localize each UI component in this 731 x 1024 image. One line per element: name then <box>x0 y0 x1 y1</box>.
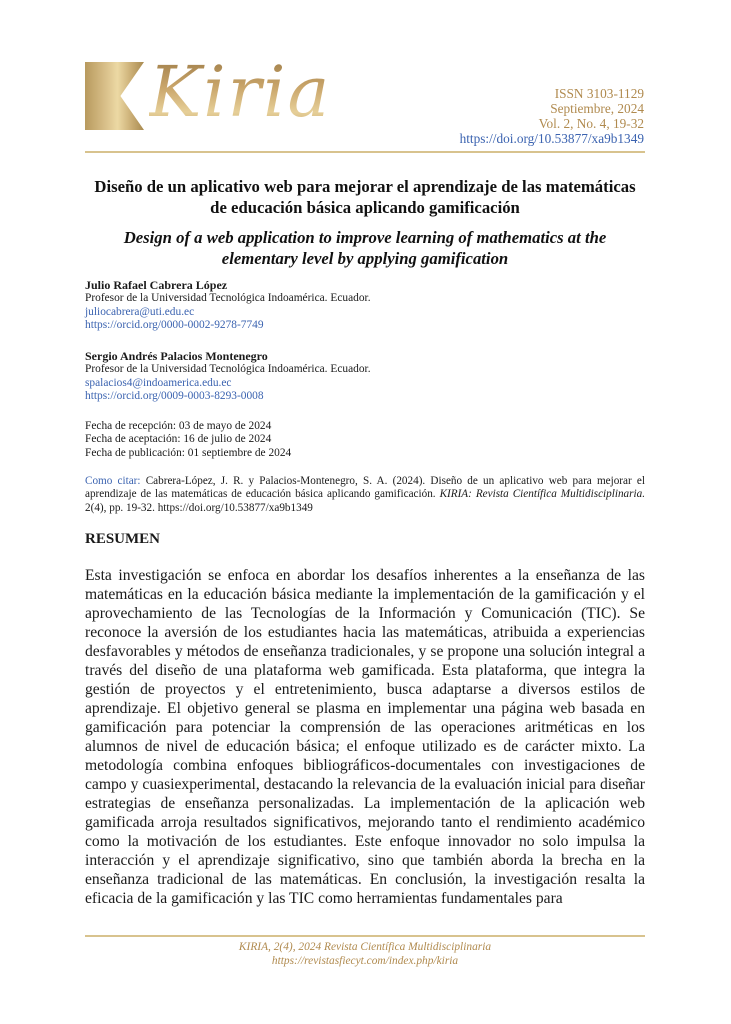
author-orcid[interactable]: https://orcid.org/0009-0003-8293-0008 <box>85 390 264 403</box>
date-published: Fecha de publicación: 01 septiembre de 2024 <box>85 446 292 459</box>
author-block <box>85 279 505 333</box>
author-name: Julio Rafael Cabrera López <box>85 278 228 292</box>
author-name: Sergio Andrés Palacios Montenegro <box>85 349 268 363</box>
author-orcid[interactable]: https://orcid.org/0000-0002-9278-7749 <box>85 319 264 332</box>
article-dates <box>85 420 291 460</box>
issn: ISSN 3103-1129 <box>554 86 644 101</box>
footer-url[interactable]: https://revistasfiecyt.com/index.php/kiria <box>271 955 459 967</box>
header-divider <box>85 151 645 153</box>
author-email[interactable]: spalacios4@indoamerica.edu.ec <box>85 376 232 389</box>
footer-journal: KIRIA, 2(4), 2024 Revista Científica Multidisciplinaria <box>238 941 492 953</box>
date-received: Fecha de recepción: 03 de mayo de 2024 <box>85 420 272 432</box>
article-title-english: Design of a web application to improve learning of mathematics at the elementary level by applying gamification <box>123 228 607 268</box>
citation-text: Cabrera-López, J. R. y Palacios-Montenegro, S. A. (2024). Diseño de un aplicativo web para mejorar el aprendizaje de las matemáticas de educación básica aplicando gamificación. <box>85 475 645 501</box>
page-footer <box>85 940 645 968</box>
date-accepted: Fecha de aceptación: 16 de julio de 2024 <box>85 433 272 446</box>
journal-meta <box>460 86 644 146</box>
citation-doi: 2(4), pp. 19-32. https://doi.org/10.53877/xa9b1349 <box>85 501 313 514</box>
volume-info: Vol. 2, No. 4, 19-32 <box>538 116 644 131</box>
doi-link[interactable]: https://doi.org/10.53877/xa9b1349 <box>459 131 644 146</box>
author-affiliation: Profesor de la Universidad Tecnológica Indoamérica. Ecuador. <box>85 292 371 305</box>
citation-journal: KIRIA: Revista Científica Multidisciplinaria. <box>439 488 645 501</box>
logo-flag-icon <box>85 62 144 130</box>
logo-wordmark: Kiria <box>149 42 331 142</box>
article-title: Diseño de un aplicativo web para mejorar el aprendizaje de las matemáticas de educación básica aplicando gamificación <box>94 177 636 217</box>
author-block <box>85 350 505 404</box>
issue-date: Septiembre, 2024 <box>550 101 644 116</box>
citation <box>85 475 645 515</box>
author-affiliation: Profesor de la Universidad Tecnológica Indoamérica. Ecuador. <box>85 363 371 376</box>
abstract-heading: RESUMEN <box>85 531 161 547</box>
footer-divider <box>85 935 645 937</box>
author-email[interactable]: juliocabrera@uti.edu.ec <box>85 305 195 318</box>
abstract-text: Esta investigación se enfoca en abordar los desafíos inherentes a la enseñanza de las matemáticas en la educación básica mediante la implementación de la gamificación y el aprovechamiento de las Tecnologías de la Información y Comunicación (TIC). Se reconoce la aversión de los estudiantes hacia las matemáticas, atribuida a experiencias desfavorables y métodos de enseñanza tradicionales, y se propone una solución integral a través del diseño de una plataforma web gamificada. Esta plataforma, que integra la gestión de proyectos y el entretenimiento, busca adaptarse a diversos estilos de aprendizaje. El objetivo general se plasma en implementar una página web basada en gamificación para potenciar la comprensión de las operaciones aritméticas en los alumnos de nivel de educación básica; el enfoque utilizado es de carácter mixto. La metodología combina enfoques bibliográficos-documentales con investigaciones de campo y cuasiexperimental, destacando la relevancia de la evaluación inicial para diseñar estrategias de enseñanza personalizadas. La implementación de la aplicación web gamificada arroja resultados significativos, mejorando tanto el rendimiento académico como la motivación de los estudiantes. Este enfoque innovador no solo impulsa la interacción y el aprendizaje significativo, sino que también aborda la brecha en la enseñanza tradicional de las matemáticas. En conclusión, la investigación resalta la eficacia de la gamificación y las TIC como herramientas fundamentales para <box>85 567 645 907</box>
journal-logo <box>85 42 332 142</box>
citation-label: Como citar: <box>85 475 141 487</box>
